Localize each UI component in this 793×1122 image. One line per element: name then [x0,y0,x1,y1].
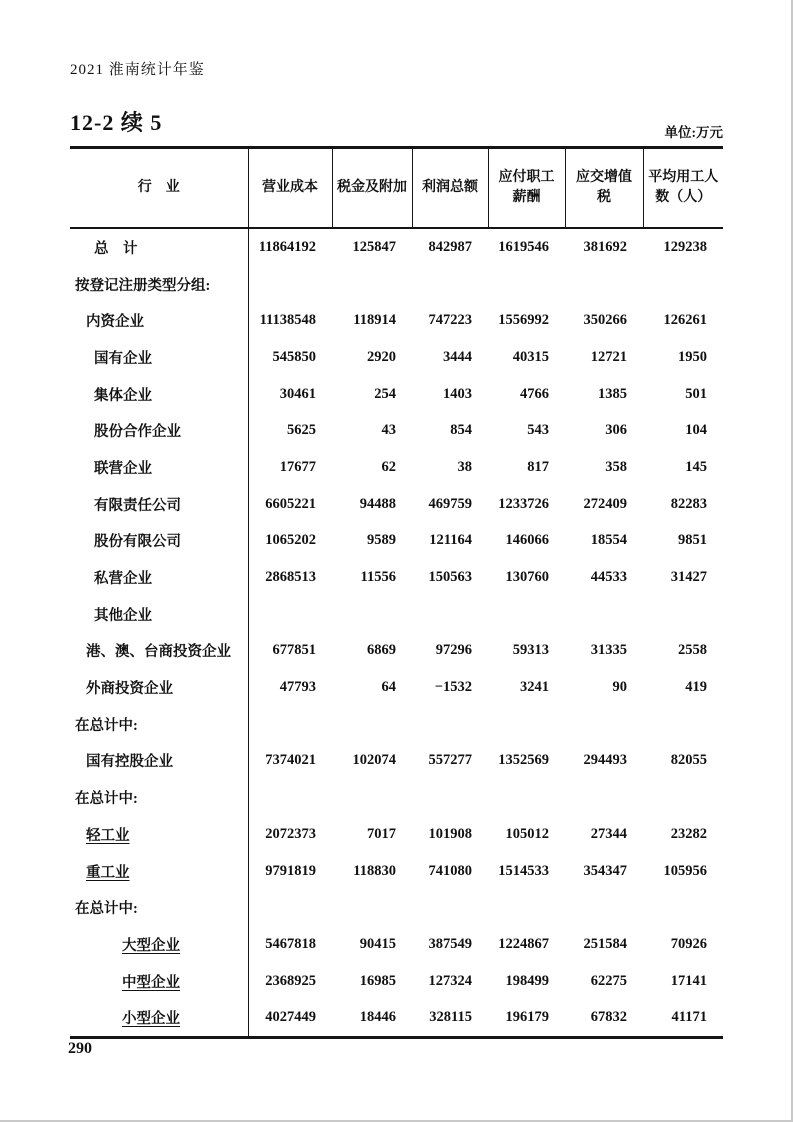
value-cell: 854 [450,422,472,439]
value-cell: 31427 [670,569,707,586]
unit-label: 单位:万元 [664,125,723,140]
industry-label: 联营企业 [70,449,248,486]
value-cell: 254 [374,385,396,402]
table-number-title: 12-2 续 5 [70,110,163,135]
value-cell: 350266 [583,312,627,329]
value-cell: 196179 [505,1009,549,1026]
industry-label: 有限责任公司 [70,486,248,523]
value-cell: 1556992 [498,312,549,329]
table-row [70,669,723,706]
table-row [70,779,723,816]
table-row [70,853,723,890]
industry-label: 国有控股企业 [70,743,248,780]
industry-label: 小型企业 [70,999,248,1037]
value-cell: 59313 [512,642,549,659]
value-cell [488,266,565,303]
value-cell [565,779,643,816]
value-cell [412,596,488,633]
value-cell: 306 [605,422,627,439]
industry-label: 大型企业 [70,926,248,963]
value-cell: 67832 [590,1009,627,1026]
table-row [70,302,723,339]
value-cell: 125847 [352,238,396,255]
value-cell: 90415 [359,935,396,952]
value-cell: 842987 [428,238,472,255]
industry-label: 其他企业 [70,596,248,633]
value-cell: 118830 [353,862,396,879]
value-cell: 18554 [590,532,627,549]
table-header [70,148,723,229]
value-cell: 121164 [429,532,472,549]
value-cell: 328115 [429,1009,472,1026]
industry-label: 在总计中: [70,779,248,816]
value-cell: 90 [612,679,627,696]
table-row [70,228,723,266]
value-cell: 354347 [583,862,627,879]
value-cell: 94488 [359,495,396,512]
value-cell [332,596,412,633]
table-row [70,633,723,670]
value-cell: 1619546 [498,238,549,255]
value-cell: 1065202 [265,532,316,549]
value-cell: 101908 [428,825,472,842]
value-cell: 387549 [428,935,472,952]
value-cell: 47793 [279,679,316,696]
value-cell: 543 [527,422,549,439]
table-row [70,889,723,926]
value-cell: 11138548 [259,312,316,329]
value-cell: 198499 [505,972,549,989]
value-cell: 40315 [512,348,549,365]
industry-label: 按登记注册类型分组: [70,266,248,303]
column-header: 税金及附加 [332,148,412,229]
industry-label: 重工业 [70,853,248,890]
value-cell: 17141 [670,972,707,989]
value-cell: 4027449 [265,1009,316,1026]
value-cell [643,596,723,633]
industry-label: 中型企业 [70,963,248,1000]
value-cell: 9791819 [265,862,316,879]
industry-label: 集体企业 [70,376,248,413]
value-cell: 9589 [367,532,396,549]
value-cell [332,889,412,926]
value-cell: 1385 [598,385,627,402]
value-cell: 16985 [359,972,396,989]
value-cell: 294493 [583,752,627,769]
industry-label: 股份有限公司 [70,523,248,560]
table-row [70,596,723,633]
value-cell: 2868513 [265,569,316,586]
value-cell: 150563 [428,569,472,586]
value-cell: 6869 [367,642,396,659]
value-cell: 747223 [428,312,472,329]
value-cell: 272409 [583,495,627,512]
column-header: 平均用工人数（人） [643,148,723,229]
table-header-row [70,148,723,229]
value-cell: 105956 [663,862,707,879]
value-cell [332,779,412,816]
value-cell: 43 [381,422,396,439]
value-cell [488,889,565,926]
value-cell: 31335 [590,642,627,659]
value-cell: 469759 [428,495,472,512]
value-cell: 82055 [670,752,707,769]
value-cell: 557277 [428,752,472,769]
value-cell [248,706,332,743]
value-cell [565,706,643,743]
value-cell: 1514533 [498,862,549,879]
value-cell: 3241 [520,679,549,696]
table-body [70,228,723,1038]
value-cell: 6605221 [265,495,316,512]
value-cell: 1950 [678,348,707,365]
value-cell: 7374021 [265,752,316,769]
value-cell [488,779,565,816]
value-cell: 1403 [443,385,472,402]
value-cell: 82283 [670,495,707,512]
value-cell [412,889,488,926]
table-row [70,339,723,376]
value-cell [565,889,643,926]
table-row [70,486,723,523]
industry-statistics-table [70,146,723,1039]
column-header: 应付职工薪酬 [488,148,565,229]
value-cell: 38 [457,458,472,475]
value-cell [488,596,565,633]
value-cell [643,266,723,303]
column-header: 利润总额 [412,148,488,229]
table-row [70,743,723,780]
table-row [70,816,723,853]
value-cell [643,706,723,743]
value-cell [248,779,332,816]
value-cell: 62 [381,458,396,475]
value-cell: 70926 [670,935,707,952]
value-cell: 5467818 [265,935,316,952]
value-cell: 817 [527,458,549,475]
value-cell: 2072373 [265,825,316,842]
value-cell: 1224867 [498,935,549,952]
value-cell: 127324 [428,972,472,989]
value-cell [248,596,332,633]
value-cell: 17677 [279,458,316,475]
value-cell: 18446 [359,1009,396,1026]
column-header: 营业成本 [248,148,332,229]
value-cell [565,596,643,633]
industry-label: 外商投资企业 [70,669,248,706]
value-cell: 419 [685,679,707,696]
value-cell [412,779,488,816]
column-header: 应交增值税 [565,148,643,229]
value-cell: 146066 [505,532,549,549]
value-cell [643,779,723,816]
industry-label: 股份合作企业 [70,412,248,449]
column-header-industry: 行 业 [70,148,248,229]
value-cell: 677851 [272,642,316,659]
table-row [70,449,723,486]
industry-label: 在总计中: [70,706,248,743]
value-cell: 501 [685,385,707,402]
value-cell: 545850 [272,348,316,365]
table-row [70,706,723,743]
value-cell: 44533 [590,569,627,586]
value-cell: 41171 [671,1009,707,1026]
value-cell: 2558 [678,642,707,659]
value-cell [412,706,488,743]
value-cell [643,889,723,926]
industry-label: 在总计中: [70,889,248,926]
value-cell: 27344 [590,825,627,842]
value-cell: 145 [685,458,707,475]
industry-label: 轻工业 [70,816,248,853]
table-row [70,412,723,449]
value-cell: 9851 [678,532,707,549]
value-cell: 4766 [520,385,549,402]
value-cell [332,266,412,303]
value-cell: 129238 [663,238,707,255]
page-number: 290 [68,1040,92,1057]
value-cell: 64 [381,679,396,696]
value-cell: 2368925 [265,972,316,989]
value-cell: 12721 [590,348,627,365]
book-title: 2021 淮南统计年鉴 [70,62,205,78]
value-cell: 1233726 [498,495,549,512]
value-cell: 741080 [428,862,472,879]
value-cell [332,706,412,743]
table-row [70,963,723,1000]
table-row [70,266,723,303]
value-cell: 2920 [367,348,396,365]
value-cell: 102074 [352,752,396,769]
value-cell: 30461 [279,385,316,402]
table-row [70,999,723,1037]
value-cell: 62275 [590,972,627,989]
value-cell: −1532 [434,679,472,696]
value-cell: 381692 [583,238,627,255]
value-cell: 105012 [505,825,549,842]
industry-label: 港、澳、台商投资企业 [70,633,248,670]
value-cell [248,889,332,926]
value-cell: 11864192 [258,238,316,255]
value-cell: 130760 [505,569,549,586]
value-cell: 251584 [583,935,627,952]
table-row [70,926,723,963]
value-cell [248,266,332,303]
value-cell: 7017 [367,825,396,842]
industry-label: 内资企业 [70,302,248,339]
value-cell: 1352569 [498,752,549,769]
table-row [70,523,723,560]
table-row [70,559,723,596]
value-cell: 11556 [360,569,396,586]
value-cell [488,706,565,743]
value-cell: 104 [685,422,707,439]
table-row [70,376,723,413]
industry-label: 总 计 [70,228,248,266]
industry-label: 国有企业 [70,339,248,376]
value-cell: 118914 [353,312,396,329]
value-cell [565,266,643,303]
industry-label: 私营企业 [70,559,248,596]
value-cell: 3444 [443,348,472,365]
value-cell: 5625 [287,422,316,439]
value-cell: 97296 [435,642,472,659]
value-cell [412,266,488,303]
value-cell: 23282 [670,825,707,842]
value-cell: 358 [605,458,627,475]
value-cell: 126261 [663,312,707,329]
